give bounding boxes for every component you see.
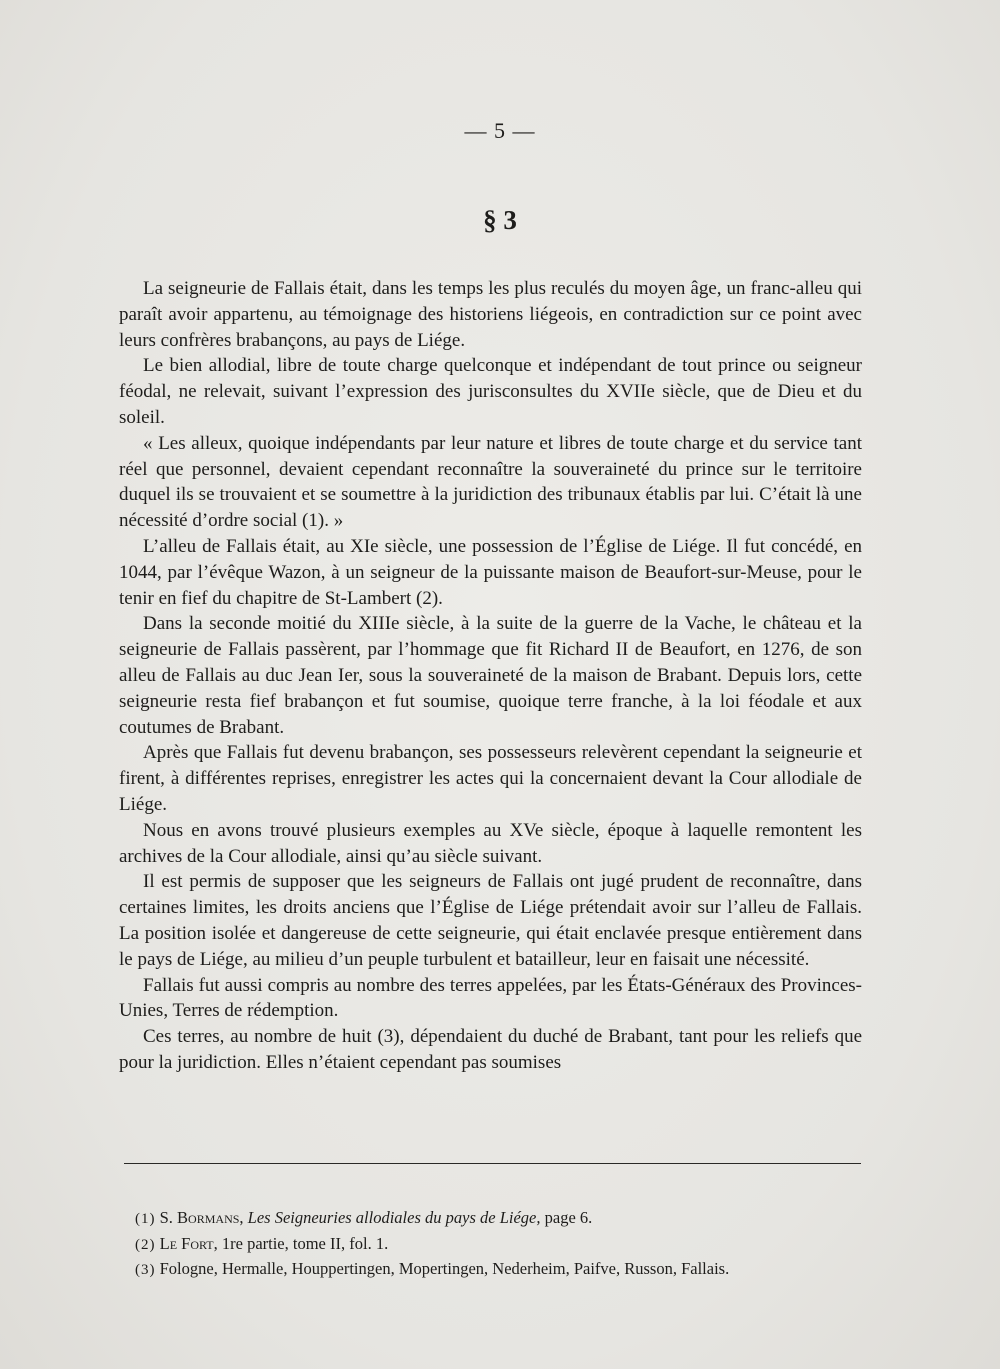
footnote-author: S. Bormans, (159, 1208, 244, 1227)
footnote-text: Fologne, Hermalle, Houppertingen, Mopertingen, Nederheim, Paifve, Russon, Fallais. (159, 1259, 730, 1278)
footnote-marker: (1) (135, 1211, 156, 1227)
paragraph: Il est permis de supposer que les seigneurs de Fallais ont jugé prudent de reconnaître, dans certaines limites, les droits anciens que l’Église de Liége prétendait avoir sur l’alleu de Fallais. La position isolée et dangereuse de cette seigneurie, qui était enclavée presque entièrement dans le pays de Liége, au milieu d’un peuple turbulent et batailleur, leur en faisait une nécessité. (119, 871, 862, 970)
paragraph: « Les alleux, quoique indépendants par leur nature et libres de toute charge et du service tant réel que personnel, devaient cependant reconnaître la souveraineté du prince sur le territoire duquel ils se trouvaient et se soumettre à la juridiction des tribunaux établis par lui. C’était là une nécessité d’ordre social (1). » (119, 432, 862, 532)
paragraph: Le bien allodial, libre de toute charge quelconque et indépendant de tout prince ou seigneur féodal, ne relevait, suivant l’expression des jurisconsultes du XVIIe siècle, que de Dieu et du soleil. (119, 355, 862, 428)
paragraph: Après que Fallais fut devenu brabançon, ses possesseurs relevèrent cependant la seigneurie et firent, à différentes reprises, enregistrer les actes qui la concernaient devant la Cour allodiale de Liége. (119, 742, 862, 815)
footnote-1 (135, 1206, 875, 1232)
paragraph: Ces terres, au nombre de huit (3), dépendaient du duché de Brabant, tant pour les reliefs que pour la juridiction. Elles n’étaient cependant pas soumises (119, 1026, 862, 1073)
page-number: — 5 — (464, 118, 536, 143)
footnote-marker: (2) (135, 1236, 156, 1253)
footnote-3 (135, 1257, 875, 1283)
footnotes (135, 1206, 875, 1283)
footnote-marker: (3) (135, 1262, 156, 1278)
body-text (119, 276, 862, 1076)
paragraph: Fallais fut aussi compris au nombre des terres appelées, par les États-Généraux des Provinces-Unies, Terres de rédemption. (119, 974, 862, 1022)
footnote-divider (124, 1163, 861, 1164)
paragraph: Dans la seconde moitié du XIIIe siècle, à la suite de la guerre de la Vache, le château et la seigneurie de Fallais passèrent, par l’hommage que fit Richard II de Beaufort, en 1276, de son alleu de Fallais au duc Jean Ier, sous la souveraineté de la maison de Brabant. Depuis lors, cette seigneurie resta fief brabançon et fut soumise, quoique terre franche, à la loi féodale et aux coutumes de Brabant. (119, 613, 862, 738)
footnote-text: page 6. (544, 1208, 593, 1227)
paragraph: La seigneurie de Fallais était, dans les temps les plus reculés du moyen âge, un franc-alleu qui paraît avoir appartenu, au témoignage des historiens liégeois, en contradiction sur ce point avec leurs confrères brabançons, au pays de Liége. (119, 278, 862, 351)
footnote-2 (135, 1232, 875, 1258)
paragraph: L’alleu de Fallais était, au XIe siècle, une possession de l’Église de Liége. Il fut concédé, en 1044, par l’évêque Wazon, à un seigneur de la puissante maison de Beaufort-sur-Meuse, pour le tenir en fief du chapitre de St-Lambert (2). (119, 535, 862, 609)
footnote-author: Le Fort, (159, 1233, 218, 1253)
footnote-title: Les Seigneuries allodiales du pays de Liége, (247, 1208, 541, 1227)
section-heading: § 3 (483, 205, 517, 235)
footnote-text: 1re partie, tome II, fol. 1. (221, 1233, 389, 1253)
paragraph: Nous en avons trouvé plusieurs exemples au XVe siècle, époque à laquelle remontent les archives de la Cour allodiale, ainsi qu’au siècle suivant. (119, 819, 862, 867)
